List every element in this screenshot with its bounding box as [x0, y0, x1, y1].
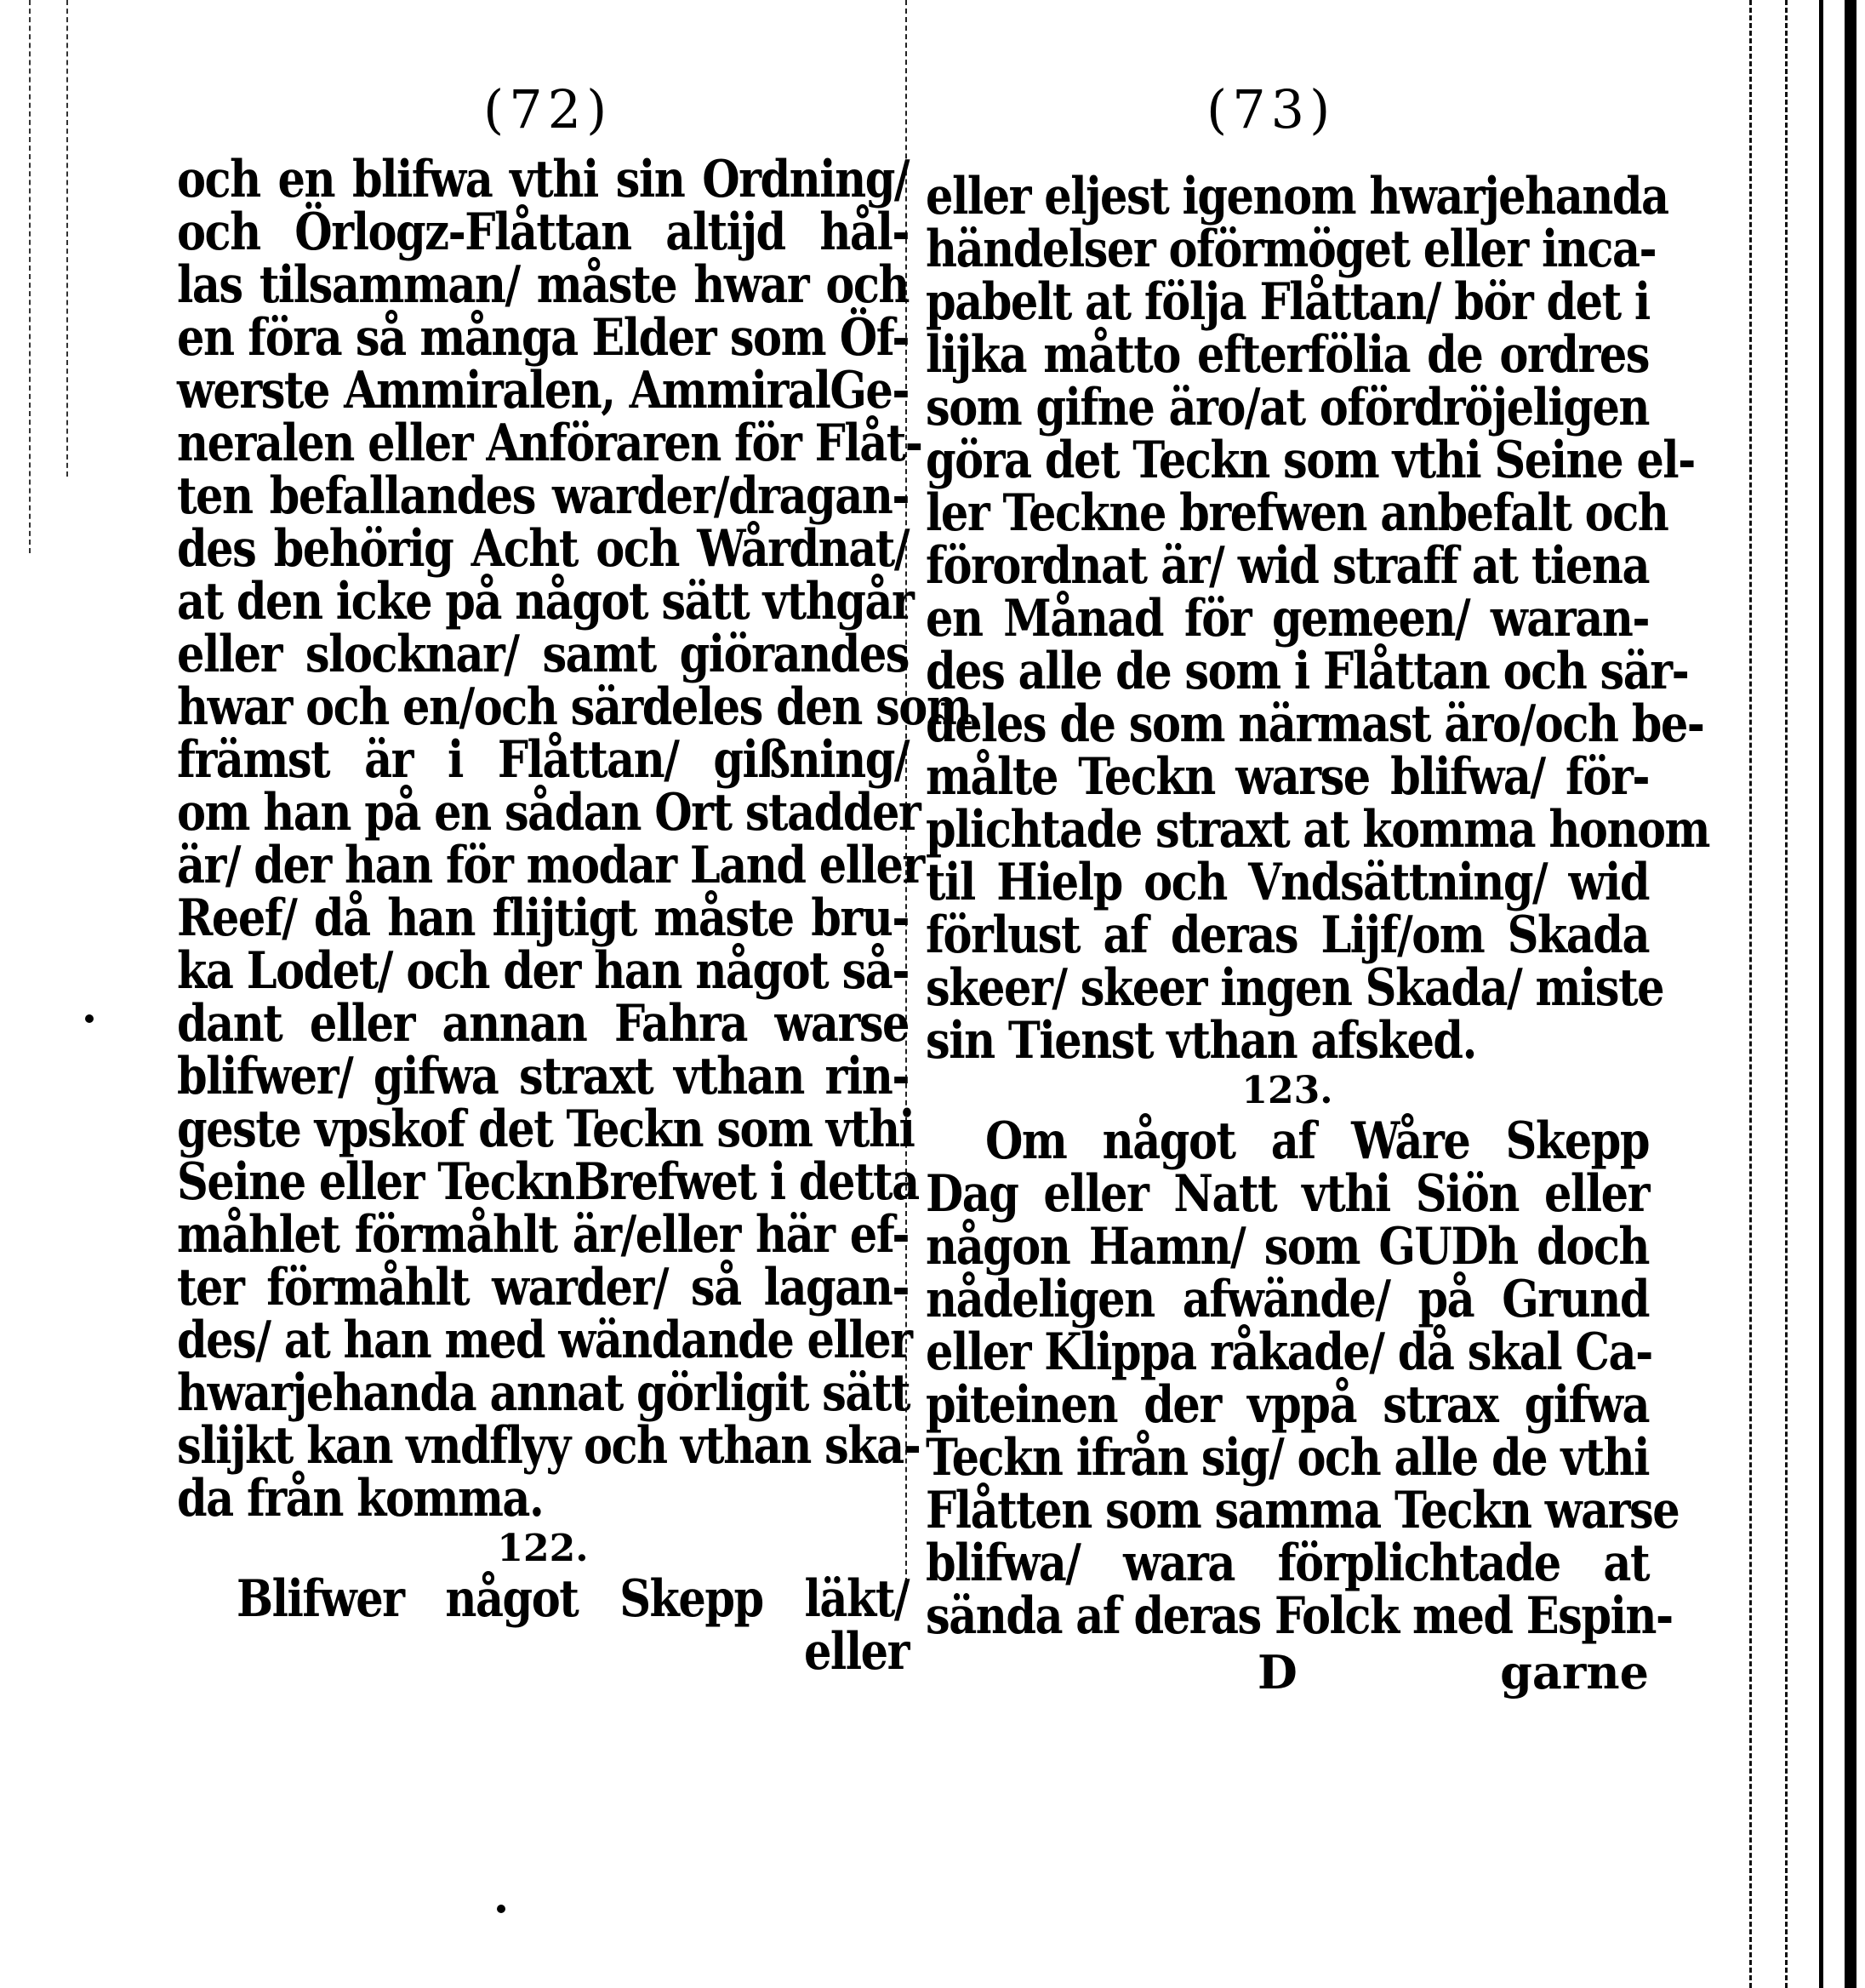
- text-line: blifwer/ gifwa straxt vthan rin-: [177, 1046, 909, 1107]
- text-line: som gifne äro/at ofördröjeligen: [926, 377, 1649, 438]
- page-footer: [926, 1642, 1649, 1702]
- text-line: främst är i Flåttan/ gißning/: [177, 729, 909, 791]
- section-number: 122.: [497, 1527, 589, 1570]
- text-line: målte Teckn warse blifwa/ för-: [926, 746, 1649, 808]
- text-line: måhlet förmåhlt är/eller här ef-: [177, 1204, 909, 1265]
- left-edge-mark: [29, 0, 31, 553]
- section-line: Teckn ifrån sig/ och alle de vthi: [926, 1427, 1649, 1488]
- right-page-text: [926, 166, 1710, 1702]
- section-first-line: Blifwer något Skepp läkt/: [237, 1568, 909, 1630]
- page-edge-line: [1749, 0, 1752, 1988]
- catchword: eller: [803, 1621, 909, 1682]
- text-line: dant eller annan Fahra warse: [177, 993, 909, 1054]
- text-line: hwarjehanda annat görligit sätt: [177, 1362, 910, 1424]
- text-line: des/ at han med wändande eller: [177, 1310, 912, 1371]
- text-line: eller slocknar/ samt giörandes: [177, 624, 909, 685]
- page-edge-line: [1785, 0, 1788, 1988]
- section-line: eller Klippa råkade/ då skal Ca-: [926, 1322, 1652, 1383]
- left-edge-mark: [66, 0, 68, 477]
- text-line: och en blifwa vthi sin Ordning/: [177, 149, 909, 210]
- text-line: werste Ammiralen, AmmiralGe-: [177, 360, 909, 421]
- left-page-text: [177, 149, 972, 1682]
- text-line: des alle de som i Flåttan och sär-: [926, 641, 1689, 702]
- text-line: lijka måtto efterfölia de ordres: [926, 324, 1649, 386]
- text-line: göra det Teckn som vthi Seine el-: [926, 430, 1695, 491]
- text-line: Seine eller TecknBrefwet i detta: [177, 1151, 919, 1213]
- text-line: eller eljest igenom hwarjehanda: [926, 166, 1668, 227]
- page-edge-line: [1845, 0, 1856, 1988]
- text-line: händelser oförmöget eller inca-: [926, 219, 1657, 280]
- text-line: slijkt kan vndflyy och vthan ska-: [177, 1415, 921, 1477]
- text-line: til Hielp och Vndsättning/ wid: [926, 852, 1649, 913]
- text-line: och Örlogz-Flåttan altijd hål-: [177, 202, 909, 263]
- text-line: ter förmåhlt warder/ så lagan-: [177, 1257, 909, 1318]
- text-line: at den icke på något sätt vthgår: [177, 571, 914, 632]
- text-line: geste vpskof det Teckn som vthi: [177, 1099, 915, 1160]
- section-line: nådeligen afwände/ på Grund: [926, 1269, 1649, 1330]
- text-line: des behörig Acht och Wårdnat/: [177, 518, 909, 580]
- page-number: (73): [1206, 78, 1336, 140]
- text-line: en Månad för gemeen/ waran-: [926, 588, 1649, 649]
- page-number: (72): [483, 78, 613, 140]
- text-line: ka Lodet/ och der han något så-: [177, 940, 909, 1002]
- text-line: förlust af deras Lijf/om Skada: [926, 905, 1649, 966]
- text-line: las tilsamman/ måste hwar och: [177, 254, 909, 316]
- text-line: hwar och en/och särdeles den som: [177, 677, 972, 738]
- text-line: en föra så många Elder som Öf-: [177, 307, 909, 368]
- text-line: ten befallandes warder/dragan-: [177, 466, 909, 527]
- ink-speck: [85, 1014, 94, 1023]
- text-line: är/ der han för modar Land eller: [177, 835, 924, 896]
- text-line: sin Tienst vthan afsked.: [926, 1010, 1476, 1071]
- text-line: pabelt at följa Flåttan/ bör det i: [926, 271, 1650, 333]
- text-line: deles de som närmast äro/och be-: [926, 694, 1704, 755]
- section-line: Dag eller Natt vthi Siön eller: [926, 1163, 1649, 1225]
- section-number: 123.: [1241, 1069, 1333, 1112]
- text-line: om han på en sådan Ort stadder: [177, 782, 921, 843]
- section-line: någon Hamn/ som GUDh doch: [926, 1216, 1649, 1277]
- text-line: skeer/ skeer ingen Skada/ miste: [926, 957, 1664, 1019]
- section-line: blifwa/ wara förplichtade at: [926, 1533, 1649, 1594]
- text-line: förordnat är/ wid straff at tiena: [926, 535, 1649, 597]
- section-line: sända af deras Folck med Espin-: [926, 1585, 1673, 1647]
- ink-speck: [497, 1905, 505, 1913]
- catchword: garne: [1500, 1645, 1649, 1700]
- section-line: Flåtten som samma Teckn warse: [926, 1480, 1680, 1541]
- section-line: piteinen der vppå strax gifwa: [926, 1374, 1649, 1436]
- text-line: da från komma.: [177, 1468, 544, 1529]
- text-line: plichtade straxt at komma honom: [926, 799, 1710, 860]
- text-line: Reef/ då han flijtigt måste bru-: [177, 888, 909, 949]
- text-line: ler Teckne brefwen anbefalt och: [926, 483, 1668, 544]
- section-line: Om något af Wåre Skepp: [985, 1111, 1649, 1172]
- page-edge-line: [1819, 0, 1823, 1988]
- text-line: neralen eller Anföraren för Flåt-: [177, 413, 922, 474]
- signature-mark: D: [1258, 1645, 1298, 1700]
